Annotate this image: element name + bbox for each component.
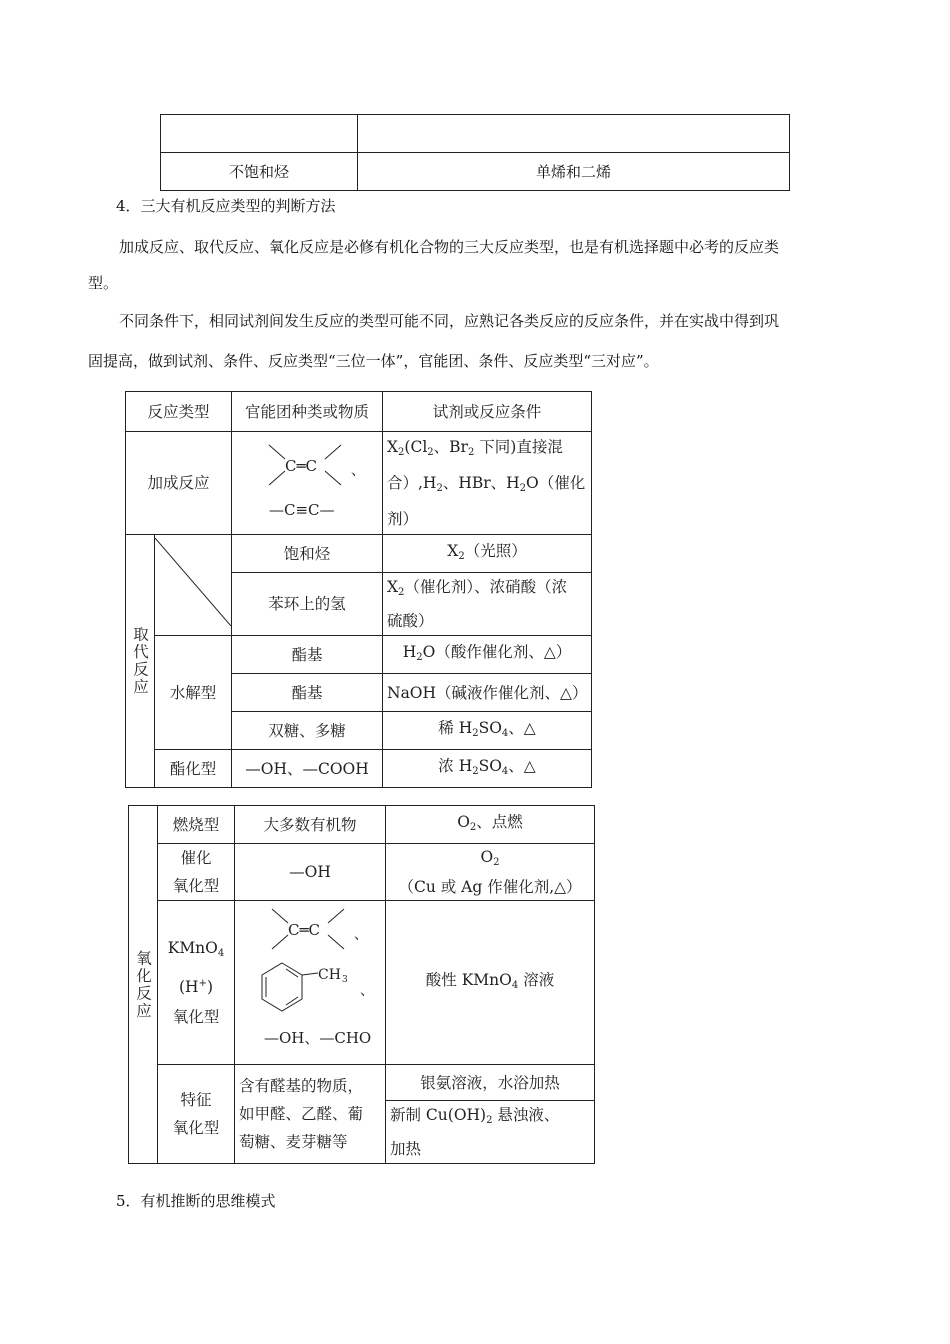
kmno4-condition: 酸性 KMnO$_4$ 溶液 — [386, 901, 595, 1065]
addition-groups-cell — [232, 432, 383, 535]
section4-para2-line2: 固提高，做到试剂、条件、反应类型“三位一体”，官能团、条件、反应类型“三对应”。 — [88, 352, 659, 370]
copper-hydroxide-condition: 新制 $Cu(OH)_2$ 悬浊液、 加热 — [386, 1101, 595, 1164]
catalytic-label: 催化 氧化型 — [158, 844, 235, 901]
combustion-condition: $O_2$、点燃 — [386, 806, 595, 844]
oh-cho-text: —OH、—CHO — [264, 1029, 372, 1047]
header-functional-group: 官能团种类或物质 — [232, 392, 383, 432]
table1-cell — [161, 115, 358, 153]
sugar-condition: 稀 $H_2SO_4$、△ — [383, 712, 592, 750]
sugar-group: 双糖、多糖 — [232, 712, 383, 750]
header-reagent-condition: 试剂或反应条件 — [383, 392, 592, 432]
esterification-label: 酯化型 — [155, 750, 232, 788]
diagonal-blank-cell — [155, 535, 232, 636]
kmno4-label: KMnO$_4$ (H+) 氧化型 — [158, 901, 235, 1065]
table1-cell-alkenes: 单烯和二烯 — [358, 153, 790, 191]
section4-para1-line1: 加成反应、取代反应、氧化反应是必修有机化合物的三大反应类型，也是有机选择题中必考的反应类 — [119, 238, 780, 256]
svg-text:CH: CH — [318, 967, 341, 983]
section5-heading: 5．有机推断的思维模式 — [116, 1192, 276, 1210]
ester-group-2: 酯基 — [232, 674, 383, 712]
section4-para2-line1: 不同条件下，相同试剂间发生反应的类型可能不同，应熟记各类反应的反应条件，并在实战中得到巩 — [119, 312, 780, 330]
ester-condition-1: $H_2O$（酸作催化剂、△） — [383, 636, 592, 674]
table1-cell-unsaturated: 不饱和烃 — [161, 153, 358, 191]
addition-condition: $X_2(Cl_2$、$Br_2$ 下同)直接混 合）$,H_2$、HBr、$H_2O$（催化 剂） — [383, 432, 592, 535]
svg-text:3: 3 — [342, 975, 348, 985]
alkene-alkyne-structures — [233, 435, 381, 525]
header-reaction-type: 反应类型 — [126, 392, 232, 432]
alkyne-text: —C≡C— — [269, 500, 335, 519]
benzene-condition: $X_2$（催化剂）、浓硝酸（浓 硫酸） — [383, 573, 592, 636]
esterification-condition: 浓 $H_2SO_4$、△ — [383, 750, 592, 788]
ester-group-1: 酯基 — [232, 636, 383, 674]
saturated-hydrocarbon: 饱和烃 — [232, 535, 383, 573]
saturated-condition: $X_2$（光照） — [383, 535, 592, 573]
substitution-reaction-label: 取代反应 — [126, 535, 155, 788]
svg-text:、: 、 — [351, 462, 365, 479]
table-addition-substitution — [125, 391, 592, 788]
combustion-label: 燃烧型 — [158, 806, 235, 844]
table-hydrocarbon-types — [160, 114, 790, 191]
svg-text:、: 、 — [360, 983, 374, 999]
special-label: 特征 氧化型 — [158, 1065, 235, 1164]
silver-ammonia-condition: 银氨溶液，水浴加热 — [386, 1065, 595, 1101]
svg-text:C═C: C═C — [285, 456, 317, 475]
ester-condition-2: NaOH（碱液作催化剂、△） — [383, 674, 592, 712]
addition-reaction-label: 加成反应 — [126, 432, 232, 535]
benzene-hydrogen: 苯环上的氢 — [232, 573, 383, 636]
section4-para1-line2: 型。 — [88, 274, 119, 292]
special-group: 含有醛基的物质， 如甲醛、乙醛、葡 萄糖、麦芽糖等 — [235, 1065, 386, 1164]
esterification-group: —OH、—COOH — [232, 750, 383, 788]
kmno4-structures — [236, 901, 384, 1057]
catalytic-group: —OH — [235, 844, 386, 901]
oxidation-reaction-label: 氧化反应 — [129, 806, 158, 1164]
table-oxidation — [128, 805, 595, 1164]
catalytic-condition: $O_2(Cu$ 或 Ag 作催化剂,△） — [386, 844, 595, 901]
kmno4-groups-cell — [235, 901, 386, 1065]
hydrolysis-label: 水解型 — [155, 636, 232, 750]
diagonal-line — [155, 538, 231, 626]
table1-cell — [358, 115, 790, 153]
svg-text:、: 、 — [354, 927, 368, 943]
combustion-group: 大多数有机物 — [235, 806, 386, 844]
svg-text:C═C: C═C — [288, 921, 320, 939]
section4-heading: 4．三大有机反应类型的判断方法 — [116, 197, 336, 215]
benzene-ring-icon — [262, 963, 302, 1011]
